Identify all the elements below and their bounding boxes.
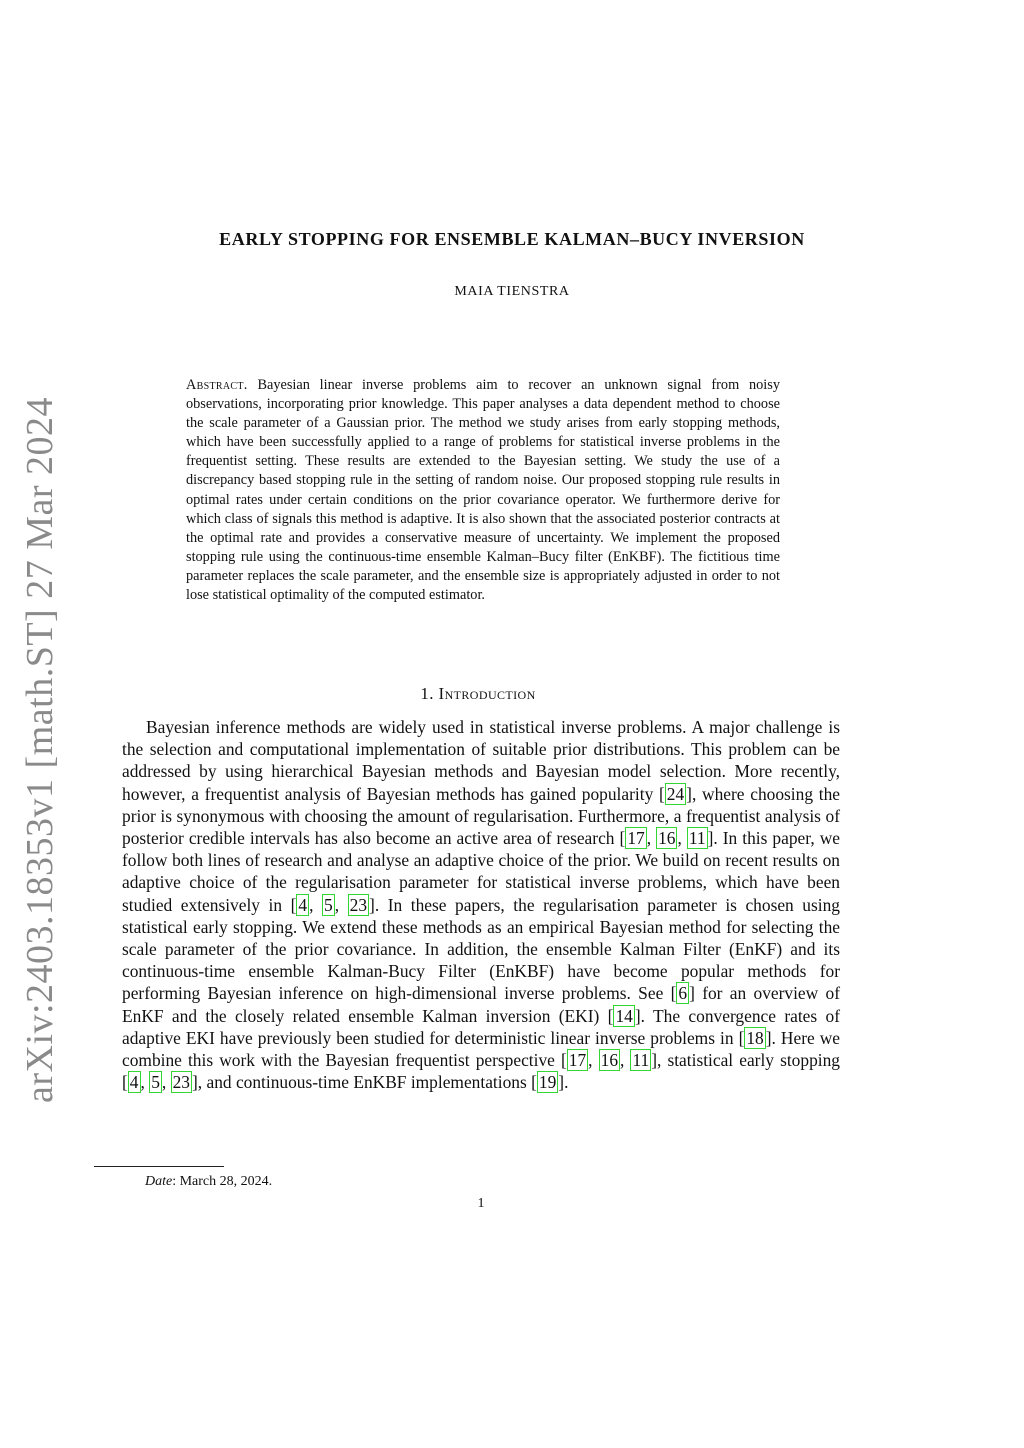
body-text: , and continuous-time EnKBF implementations (197, 1072, 532, 1093)
footnote-divider (94, 1166, 224, 1167)
body-text: . In these papers, the regularisation parameter is chosen using statistical early stopping. We extend these methods as an empirical Bayesian method for selecting the scale parameter of the prior covariance. In addition, the ensemble Kalman Filter (EnKF) and its continuous-time ensemble Kalman-Bucy Filter (EnKBF) have become popular methods for performing Bayesian inference on high-dimensional inverse problems. See (122, 894, 840, 1004)
footnote (145, 1174, 272, 1190)
paper-title: EARLY STOPPING FOR ENSEMBLE KALMAN–BUCY INVERSION (219, 229, 805, 249)
citation-link[interactable]: 16 (658, 828, 676, 849)
body-text: . In this paper, we follow both lines of research and analyse an adaptive choice of the prior. We build on recent results on adaptive choice of the regularisation parameter for statistical inverse problems, which have been studied extensively in (122, 828, 840, 915)
citation-link[interactable]: 17 (568, 1050, 587, 1071)
intro-paragraph: Bayesian inference methods are widely used in statistical inverse problems. A major challenge is the selection and computational implementation of suitable prior distributions. This problem can be addressed by using hierarchical Bayesian methods and Bayesian model selection. More recently, however, a frequentist analysis of Bayesian methods has gained popularity [ 24 ], where choosing the prior is synonymous with choosing the amount of regularisation. Furthermore, a frequentist analysis of posterior credible intervals has also become an active area of research [ 17 , 16 , 11 ]. In this paper, we follow both lines of research and analyse an adaptive choice of the prior. We build on recent results on adaptive choice of the regularisation parameter for statistical inverse problems, which have been studied extensively in [ 4 , 5 , 23 ]. In these papers, the regularisation parameter is chosen using statistical early stopping. We extend these methods as an empirical Bayesian method for selecting the scale parameter of the prior covariance. In addition, the ensemble Kalman Filter (EnKF) and its continuous-time ensemble Kalman-Bucy Filter (EnKBF) have become popular methods for performing Bayesian inference on high-dimensional inverse problems. See [ 6 ] for an overview of EnKF and the closely related ensemble Kalman inversion (EKI) [ 14 ]. The convergence rates of adaptive EKI have previously been studied for deterministic linear inverse problems in [ 18 ]. Here we combine this work with the Bayesian frequentist perspective [ 17 , 16 , 11 ], statistical early stopping [ 4 , 5 , 23 ], and continuous-time EnKBF implementations [ 19 ]. (122, 717, 840, 1093)
citation-link[interactable]: 5 (324, 894, 333, 915)
abstract-label: Abstract. (186, 377, 248, 393)
citation-link[interactable]: 16 (600, 1050, 619, 1071)
citation-link[interactable]: 11 (632, 1050, 650, 1071)
section-heading (0, 684, 956, 704)
citation-link[interactable]: 23 (172, 1072, 190, 1093)
page-number: 1 (477, 1196, 485, 1211)
body-text: . (564, 1072, 569, 1093)
footnote-label: Date (145, 1174, 173, 1189)
citation-link[interactable]: 5 (151, 1072, 160, 1093)
arxiv-identifier-text: arXiv:2403.18353v1 [math.ST] 27 Mar 2024 (19, 396, 61, 1104)
section-number: 1. (420, 684, 434, 703)
body-text: Bayesian inference methods are widely used in statistical inverse problems. A major challenge is the selection and computational implementation of suitable prior distributions. This problem can be addressed by using hierarchical Bayesian methods and Bayesian model selection. More recently, however, a frequentist analysis of Bayesian methods has gained popularity (122, 717, 840, 804)
section-title: Introduction (438, 684, 536, 703)
citation-link[interactable]: 18 (746, 1027, 764, 1048)
paper-author: MAIA TIENSTRA (454, 284, 570, 299)
citation-link[interactable]: 14 (615, 1005, 633, 1026)
abstract (186, 376, 780, 605)
footnote-text: : March 28, 2024. (172, 1174, 273, 1189)
citation-link[interactable]: 4 (129, 1072, 139, 1093)
citation-link[interactable]: 17 (627, 828, 645, 849)
body-text: for an overview of EnKF and the closely related ensemble Kalman inversion (EKI) (122, 983, 840, 1026)
citation-link[interactable]: 24 (666, 783, 685, 804)
body-text: , statistical early stopping (657, 1050, 840, 1071)
citation-link[interactable]: 6 (678, 983, 688, 1004)
body-text: , where choosing the prior is synonymous with choosing the amount of regularisation. Furthermore, a frequentist analysis of posterior credible intervals has also become an active area of research (122, 783, 840, 849)
citation-link[interactable]: 23 (349, 894, 368, 915)
citation-link[interactable]: 4 (298, 894, 308, 915)
citation-link[interactable]: 19 (538, 1072, 557, 1093)
citation-link[interactable]: 11 (688, 828, 706, 849)
body-text: . Here we combine this work with the Bayesian frequentist perspective (122, 1027, 840, 1071)
arxiv-identifier (10, 396, 70, 1104)
body-text: . The convergence rates of adaptive EKI have previously been studied for deterministic linear inverse problems in (122, 1005, 840, 1048)
abstract-text: Bayesian linear inverse problems aim to recover an unknown signal from noisy observations, incorporating prior knowledge. This paper analyses a data dependent method to choose the scale parameter of a Gaussian prior. The method we study arises from early stopping methods, which have been successfully applied to a range of problems for statistical inverse problems in the frequentist setting. These results are extended to the Bayesian setting. We study the use of a discrepancy based stopping rule in the setting of random noise. Our proposed stopping rule results in optimal rates under certain conditions on the prior covariance operator. We furthermore derive for which class of signals this method is adaptive. It is also shown that the associated posterior contracts at the optimal rate and provides a conservative measure of uncertainty. We implement the proposed stopping rule using the continuous-time ensemble Kalman–Bucy filter (EnKBF). The fictitious time parameter replaces the scale parameter, and the ensemble size is appropriately adjusted in order to not lose statistical optimality of the computed estimator. (186, 377, 780, 604)
